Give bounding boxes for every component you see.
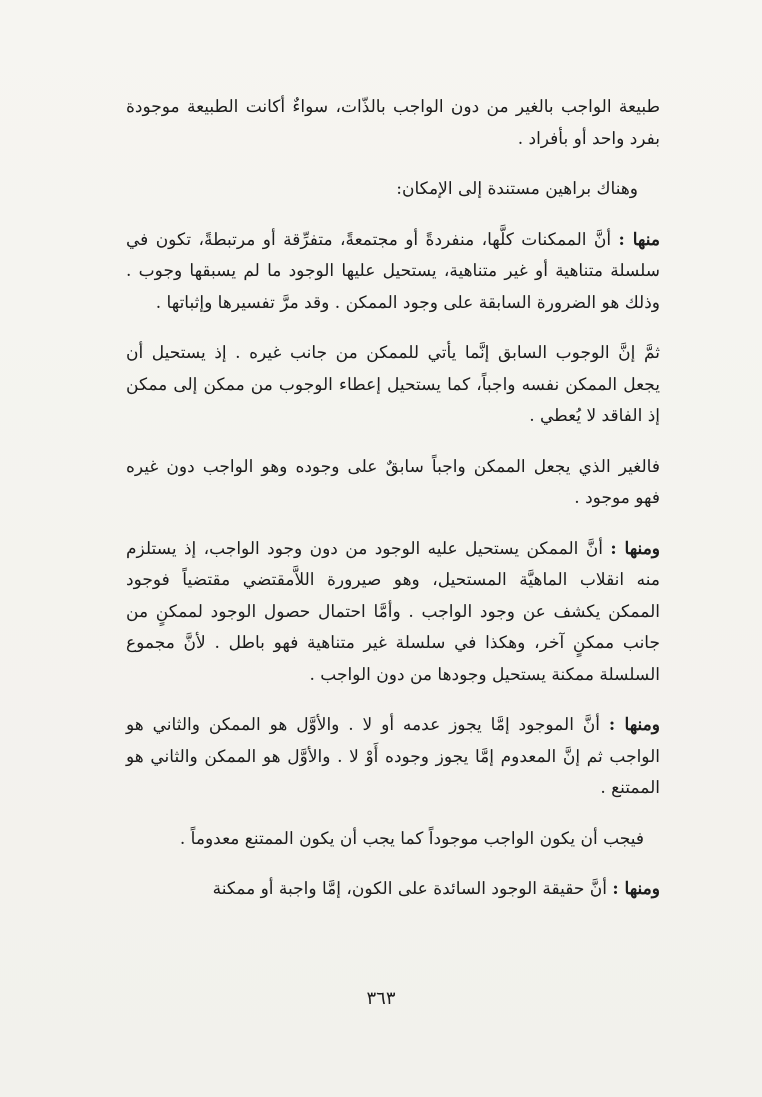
paragraph-intro (126, 174, 660, 206)
body-text (126, 92, 660, 925)
paragraph-text: فيجب أن يكون الواجب موجوداً كما يجب أن يكون الممتنع معدوماً . (179, 828, 644, 849)
paragraph-lead: ومنها : (608, 715, 661, 735)
paragraph-text: أنَّ الموجود إمَّا يجوز عدمه أو لا . والأوَّل هو الممكن والثاني هو الواجب ثم إنَّ المعدوم إمَّا يجوز وجوده أَوْ لا . والأوَّل هو الممكن والثاني هو الممتنع . (126, 715, 660, 798)
paragraph-conclusion (126, 452, 660, 515)
paragraph-lead: ومنها : (610, 538, 661, 559)
paragraph-text: طبيعة الواجب بالغير من دون الواجب بالذّات، سواءٌ أكانت الطبيعة موجودة بفرد واحد أو بأفراد . (126, 97, 660, 149)
paragraph-text: فالغير الذي يجعل الممكن واجباً سابقٌ على وجوده وهو الواجب دون غيره فهو موجود . (126, 456, 660, 508)
paragraph-lead: منها : (618, 229, 660, 250)
paragraph-text: وهناك براهين مستندة إلى الإمكان: (396, 179, 638, 199)
paragraph-text: أنَّ الممكنات كلَّها، منفردةً أو مجتمعةً، متفرِّقة أو مرتبطةً، تكون في سلسلة متناهية أو غير متناهية، يستحيل عليها الوجود ما لم يسبقها وجوب . وذلك هو الضرورة السابقة على وجود الممكن . وقد مرَّ تفسيرها وإثباتها . (126, 229, 660, 313)
paragraph-proof-3 (126, 710, 660, 805)
paragraph-proof-4 (126, 874, 660, 906)
paragraph-proof-1 (126, 225, 660, 320)
paragraph-necessity (126, 338, 660, 433)
paragraph-lead: ومنها : (612, 879, 660, 899)
paragraph-text: ثمَّ إنَّ الوجوب السابق إنَّما يأتي للممكن من جانب غيره . إذ يستحيل أن يجعل الممكن نفسه واجباً، كما يستحيل إعطاء الوجوب من ممكن إلى ممكن إذ الفاقد لا يُعطي . (126, 343, 660, 426)
page-number: ٣٦٣ (366, 988, 396, 1009)
paragraph-text: أنَّ الممكن يستحيل عليه الوجود من دون وجود الواجب، إذ يستلزم منه انقلاب الماهيَّة المستحيل، وهو صيرورة اللاَّمقتضي مقتضياً فوجود الممكن يكشف عن وجود الواجب . وأمَّا احتمال حصول الوجود لممكنٍ من جانب ممكنٍ آخر، وهكذا في سلسلة غير متناهية فهو باطل . لأنَّ مجموع السلسلة ممكنة يستحيل وجودها من دون الواجب . (126, 538, 660, 685)
paragraph-text: أنَّ حقيقة الوجود السائدة على الكون، إمَّا واجبة أو ممكنة (212, 879, 613, 899)
paragraph-result (126, 824, 660, 856)
paragraph-proof-2 (126, 534, 660, 692)
paragraph-continuation (126, 92, 660, 155)
